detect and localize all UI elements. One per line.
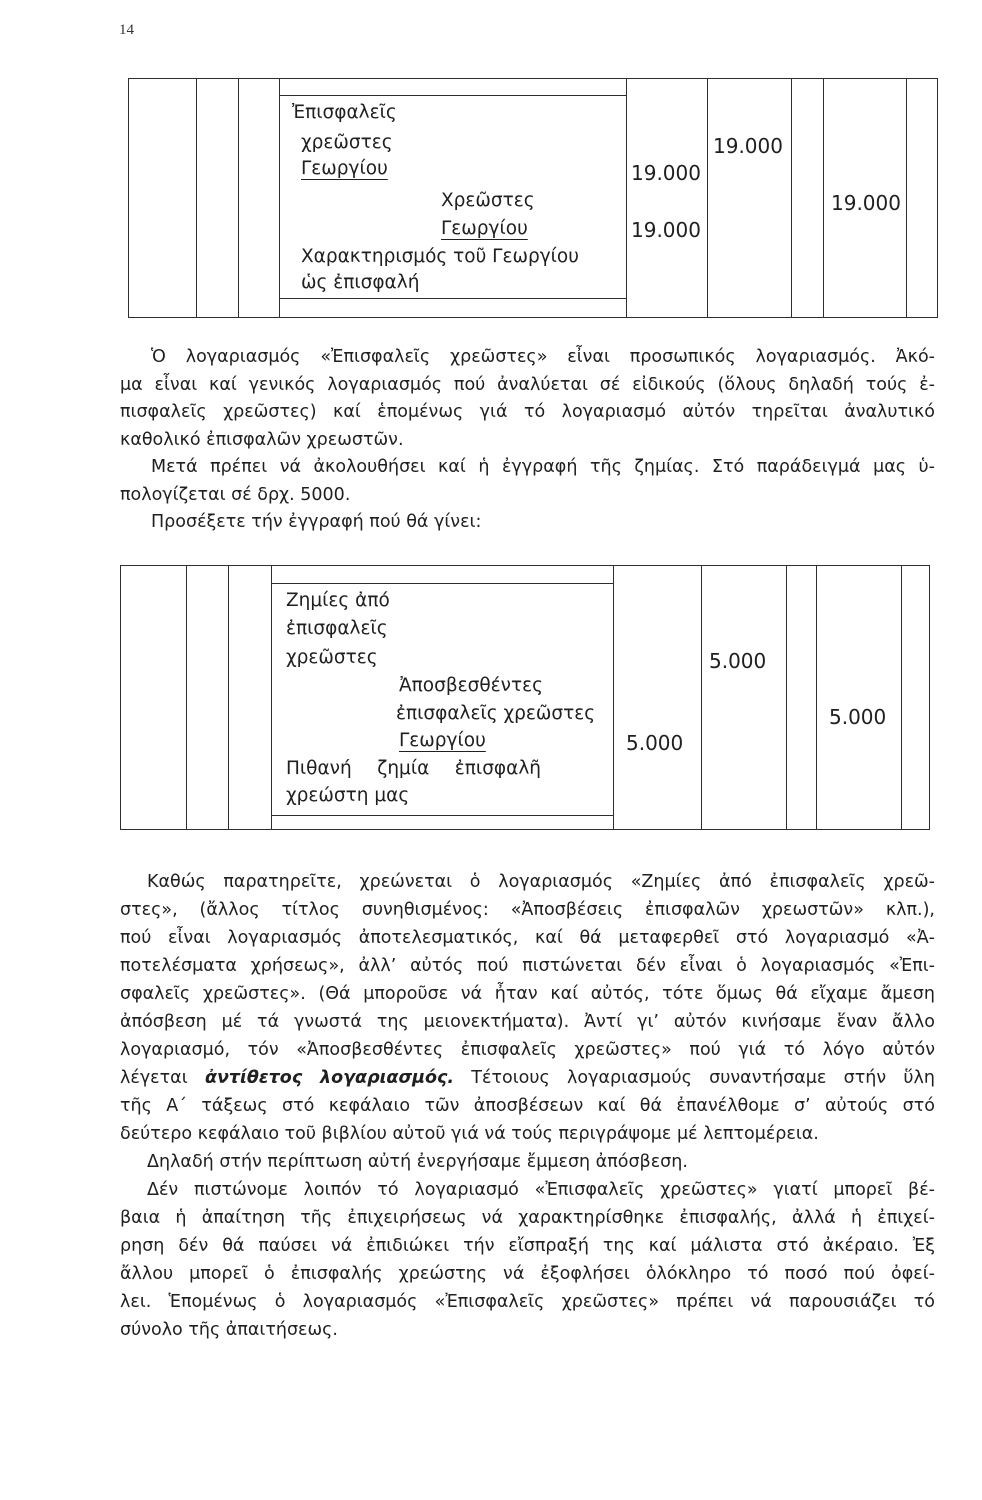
text-line: πολογίζεται σέ δρχ. 5000. bbox=[120, 484, 351, 505]
entry-explanation: Πιθανή ζημία ἐπισφαλῆ bbox=[286, 758, 541, 779]
text-line: πισφαλεῖς χρεῶστες) καί ἑπομένως γιά τό λογαριασμό αὐτόν τηρεῖται ἀναλυτικό bbox=[120, 402, 935, 422]
text-run: Τέτοιους λογαριασμούς συναντήσαμε στήν ὕλη bbox=[454, 1068, 936, 1088]
text-line: Δέν πιστώνομε λοιπόν τό λογαριασμό «Ἐπισφαλεῖς χρεῶστες» γιατί μπορεῖ βέ- bbox=[147, 1180, 935, 1200]
column-rule bbox=[901, 566, 902, 829]
page-number: 14 bbox=[119, 22, 134, 38]
text-line: Καθώς παρατηρεῖτε, χρεώνεται ὁ λογαριασμός «Ζημίες ἀπό ἐπισφαλεῖς χρεῶ- bbox=[147, 872, 935, 892]
text-line: Μετά πρέπει νά ἀκολουθήσει καί ἡ ἐγγραφή τῆς ζημίας. Στό παράδειγμά μας ὑ- bbox=[151, 457, 935, 477]
credit-account-line bbox=[399, 727, 486, 755]
row-rule-bottom bbox=[271, 815, 613, 816]
text-line: σύνολο τῆς ἀπαιτήσεως. bbox=[120, 1320, 338, 1340]
paragraph bbox=[120, 1148, 935, 1176]
amount-debit: 5.000 bbox=[709, 649, 767, 673]
column-rule bbox=[707, 79, 708, 317]
debit-account-line: Ἐπισφαλεῖς bbox=[292, 102, 397, 123]
column-rule bbox=[823, 79, 824, 317]
text-line: λει. Ἑπομένως ὁ λογαριασμός «Ἐπισφαλεῖς χρεῶστες» πρέπει νά παρουσιάζει τό bbox=[120, 1292, 935, 1312]
debit-account-line: χρεῶστες bbox=[301, 132, 393, 153]
debit-account-line: χρεῶστες bbox=[286, 647, 378, 668]
text-line: Ὁ λογαριασμός «Ἐπισφαλεῖς χρεῶστες» εἶναι προσωπικός λογαριασμός. Ἀκό- bbox=[151, 347, 935, 367]
column-rule bbox=[613, 566, 614, 829]
row-rule-top bbox=[279, 95, 626, 96]
paragraph bbox=[120, 344, 935, 454]
paragraph bbox=[120, 454, 935, 509]
entry-explanation: ὡς ἐπισφαλή bbox=[301, 272, 420, 293]
paragraph bbox=[120, 509, 935, 537]
text-line: δεύτερο κεφάλαιο τοῦ βιβλίου αὐτοῦ γιά νά τούς περιγράψομε μέ λεπτομέρεια. bbox=[120, 1124, 819, 1144]
paragraph bbox=[120, 1176, 935, 1344]
text-line: Δηλαδή στήν περίπτωση αὐτή ἐνεργήσαμε ἔμμεση ἀπόσβεση. bbox=[147, 1152, 688, 1172]
text-line: πού εἶναι λογαριασμός ἀποτελεσματικός, καί θά μεταφερθεῖ στό λογαριασμό «Ἀ- bbox=[120, 928, 935, 948]
text-line: Προσέξετε τήν ἐγγραφή πού θά γίνει: bbox=[151, 512, 482, 532]
text-line: μα εἶναι καί γενικός λογαριασμός πού ἀναλύεται σέ εἰδικούς (ὅλους δηλαδή τούς ἐ- bbox=[120, 374, 935, 395]
credit-account-line: Ἀποσβεσθέντες bbox=[399, 675, 544, 696]
body-text-block-1 bbox=[120, 344, 935, 537]
text-line: σφαλεῖς χρεῶστες». (Θά μποροῦσε νά ἦταν καί αὐτός, τότε ὅμως θά εἴχαμε ἄμεση bbox=[120, 984, 935, 1004]
text-run: λέγεται bbox=[120, 1068, 205, 1088]
column-rule bbox=[701, 566, 702, 829]
text-line: ἀπόσβεση μέ τά γνωστά της μειονεκτήματα). Ἀντί γι’ αὐτόν κινήσαμε ἕναν ἄλλο bbox=[120, 1012, 935, 1032]
debit-account-line bbox=[301, 155, 388, 183]
column-rule bbox=[816, 566, 817, 829]
row-rule-top bbox=[271, 583, 613, 584]
column-rule bbox=[279, 79, 280, 317]
debit-subaccount: Γεωργίου bbox=[301, 158, 388, 179]
debit-account-line: Ζημίες ἀπό bbox=[286, 590, 390, 611]
credit-subaccount: Γεωργίου bbox=[441, 218, 528, 239]
credit-subaccount: Γεωργίου bbox=[399, 730, 486, 751]
amount-credit: 5.000 bbox=[829, 705, 887, 729]
column-rule bbox=[626, 79, 627, 317]
journal-entry-table-2 bbox=[120, 565, 930, 830]
body-text-block-2 bbox=[120, 868, 935, 1344]
text-line: λογαριασμό, τόν «Ἀποσβεσθέντες ἐπισφαλεῖς χρεῶστες» πού γιά τό λόγο αὐτόν bbox=[120, 1040, 935, 1060]
text-line: ρηση δέν θά παύσει νά ἐπιδιώκει τήν εἴσπραξή της καί μάλιστα στό ἀκέραιο. Ἐξ bbox=[120, 1236, 935, 1256]
credit-account-line: Χρεῶστες bbox=[441, 190, 535, 211]
amount-debit-partial: 19.000 bbox=[631, 161, 701, 185]
text-line: στες», (ἄλλος τίτλος συνηθισμένος: «Ἀποσβέσεις ἐπισφαλῶν χρεωστῶν» κλπ.), bbox=[120, 900, 935, 920]
amount-credit-partial: 5.000 bbox=[626, 731, 684, 755]
text-line: ποτελέσματα χρήσεως», ἀλλ’ αὐτός πού πιστώνεται δέν εἶναι ὁ λογαριασμός «Ἐπι- bbox=[120, 956, 935, 976]
text-line: τῆς Α΄ τάξεως στό κεφάλαιο τῶν ἀποσβέσεων καί θά ἐπανέλθομε σ’ αὐτούς στό bbox=[120, 1096, 935, 1116]
amount-credit: 19.000 bbox=[831, 191, 901, 215]
column-rule bbox=[238, 79, 239, 317]
row-rule-bottom bbox=[279, 298, 626, 299]
debit-account-line: ἐπισφαλεῖς bbox=[286, 618, 388, 639]
column-rule bbox=[186, 566, 187, 829]
column-rule bbox=[786, 566, 787, 829]
credit-account-line: ἐπισφαλεῖς χρεῶστες bbox=[396, 703, 596, 724]
column-rule bbox=[906, 79, 907, 317]
column-rule bbox=[271, 566, 272, 829]
entry-explanation: χρεώστη μας bbox=[286, 785, 410, 806]
credit-account-line bbox=[441, 215, 528, 243]
journal-entry-table-1 bbox=[128, 78, 938, 318]
column-rule bbox=[196, 79, 197, 317]
text-line: βαια ἡ ἀπαίτηση τῆς ἐπιχειρήσεως νά χαρακτηρίσθηκε ἐπισφαλής, ἀλλά ἡ ἐπιχεί- bbox=[120, 1208, 935, 1228]
amount-debit: 19.000 bbox=[713, 134, 783, 158]
text-line: καθολικό ἐπισφαλῶν χρεωστῶν. bbox=[120, 429, 404, 450]
amount-credit-partial: 19.000 bbox=[631, 218, 701, 242]
column-rule bbox=[791, 79, 792, 317]
text-line: ἄλλου μπορεῖ ὁ ἐπισφαλής χρεώστης νά ἐξοφλήσει ὁλόκληρο τό ποσό πού ὀφεί- bbox=[120, 1264, 935, 1284]
paragraph bbox=[120, 868, 935, 1148]
column-rule bbox=[228, 566, 229, 829]
entry-explanation: Χαρακτηρισμός τοῦ Γεωργίου bbox=[301, 246, 579, 267]
text-line bbox=[120, 1064, 935, 1092]
emphasized-term: ἀντίθετος λογαριασμός. bbox=[204, 1068, 454, 1088]
